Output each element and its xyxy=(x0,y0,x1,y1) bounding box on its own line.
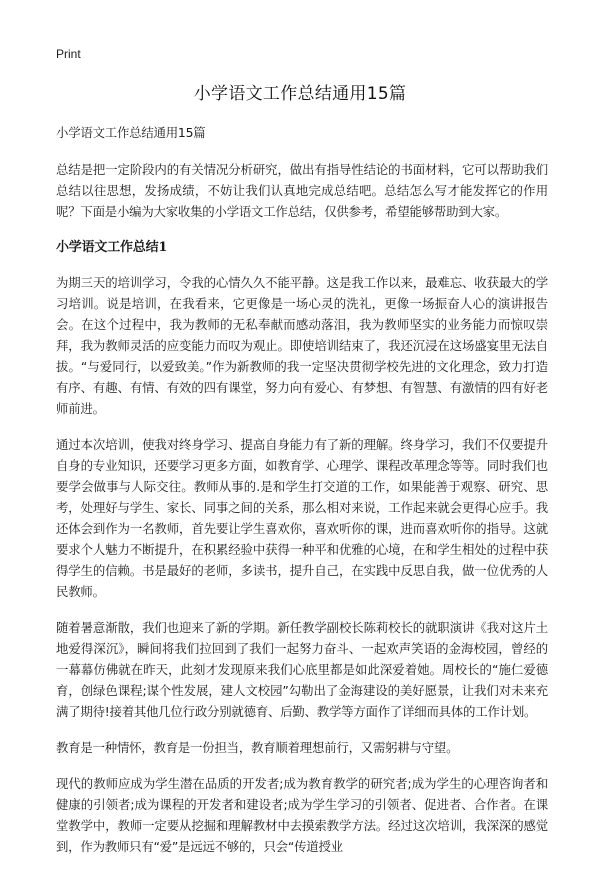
page-title: 小学语文工作总结通用15篇 xyxy=(193,84,407,104)
body-paragraph-3: 随着暑意渐散，我们也迎来了新的学期。新任教学副校长陈莉校长的就职演讲《我对这片土地爱得深沉》，瞬间将我们拉回到了我们一起努力奋斗、一起欢声笑语的金海校园，曾经的一幕幕仿佛就在昨天，此刻才发现原来我们心底里都是如此深爱着她。周校长的“施仁爱德育，创绿色课程;谋个性发展，建人文校园”勾勒出了金海建设的美好愿景，让我们对未来充满了期待!接着其他几位行政分别就德育、后勤、教学等方面作了详细而具体的工作计划。 xyxy=(56,620,548,719)
body-paragraph-2: 通过本次培训，使我对终身学习、提高自身能力有了新的理解。终身学习，我们不仅要提升自身的专业知识，还要学习更多方面，如教育学、心理学、课程改革理念等等。同时我们也要学会做事与人际交往。教师从事的.是和学生打交道的工作，如果能善于观察、研究、思考，处理好与学生、家长、同事之间的关系，那么相对来说，工作起来就会更得心应手。我还体会到作为一名教师，首先要让学生喜欢你，喜欢听你的课，进而喜欢听你的指导。这就要求个人魅力不断提升，在积累经验中获得一种平和优雅的心境，在和学生相处的过程中获得学生的信赖。书是最好的老师，多读书，提升自己，在实践中反思自我，做一位优秀的人民教师。 xyxy=(56,437,548,599)
document-body xyxy=(56,122,548,872)
body-paragraph-4: 教育是一种情怀，教育是一份担当，教育顺着理想前行，又需躬耕与守望。 xyxy=(56,740,459,755)
body-paragraph-5: 现代的教师应成为学生潜在品质的开发者;成为教育教学的研究者;成为学生的心理咨询者和健康的引领者;成为课程的开发者和建设者;成为学生学习的引领者、促进者、合作者。在课堂教学中，教师一定要从挖掘和理解教材中去摸索教学方法。经过这次培训，我深深的感觉到，作为教师只有“爱”是远远不够的，只会“传道授业 xyxy=(56,776,548,854)
print-label[interactable]: Print xyxy=(56,47,81,61)
document-subtitle: 小学语文工作总结通用15篇 xyxy=(56,125,206,140)
intro-paragraph: 总结是把一定阶段内的有关情况分析研究，做出有指导性结论的书面材料，它可以帮助我们总结以往思想，发扬成绩，不妨让我们认真地完成总结吧。总结怎么写才能发挥它的作用呢？下面是小编为大家收集的小学语文工作总结，仅供参考，希望能够帮助到大家。 xyxy=(56,162,548,219)
body-paragraph-1: 为期三天的培训学习，令我的心情久久不能平静。这是我工作以来，最难忘、收获最大的学习培训。说是培训，在我看来，它更像是一场心灵的洗礼，更像一场振奋人心的演讲报告会。在这个过程中，我为教师的无私奉献而感动落泪，我为教师坚实的业务能力而惊叹崇拜，我为教师灵活的应变能力而叹为观止。即使培训结束了，我还沉浸在这场盛宴里无法自拔。“与爱同行，以爱致美。”作为新教师的我一定坚决贯彻学校先进的文化理念，致力打造有序、有趣、有情、有效的四有课堂，努力向有爱心、有梦想、有智慧、有激情的四有好老师前进。 xyxy=(56,275,548,416)
section-heading: 小学语文工作总结1 xyxy=(56,240,168,255)
